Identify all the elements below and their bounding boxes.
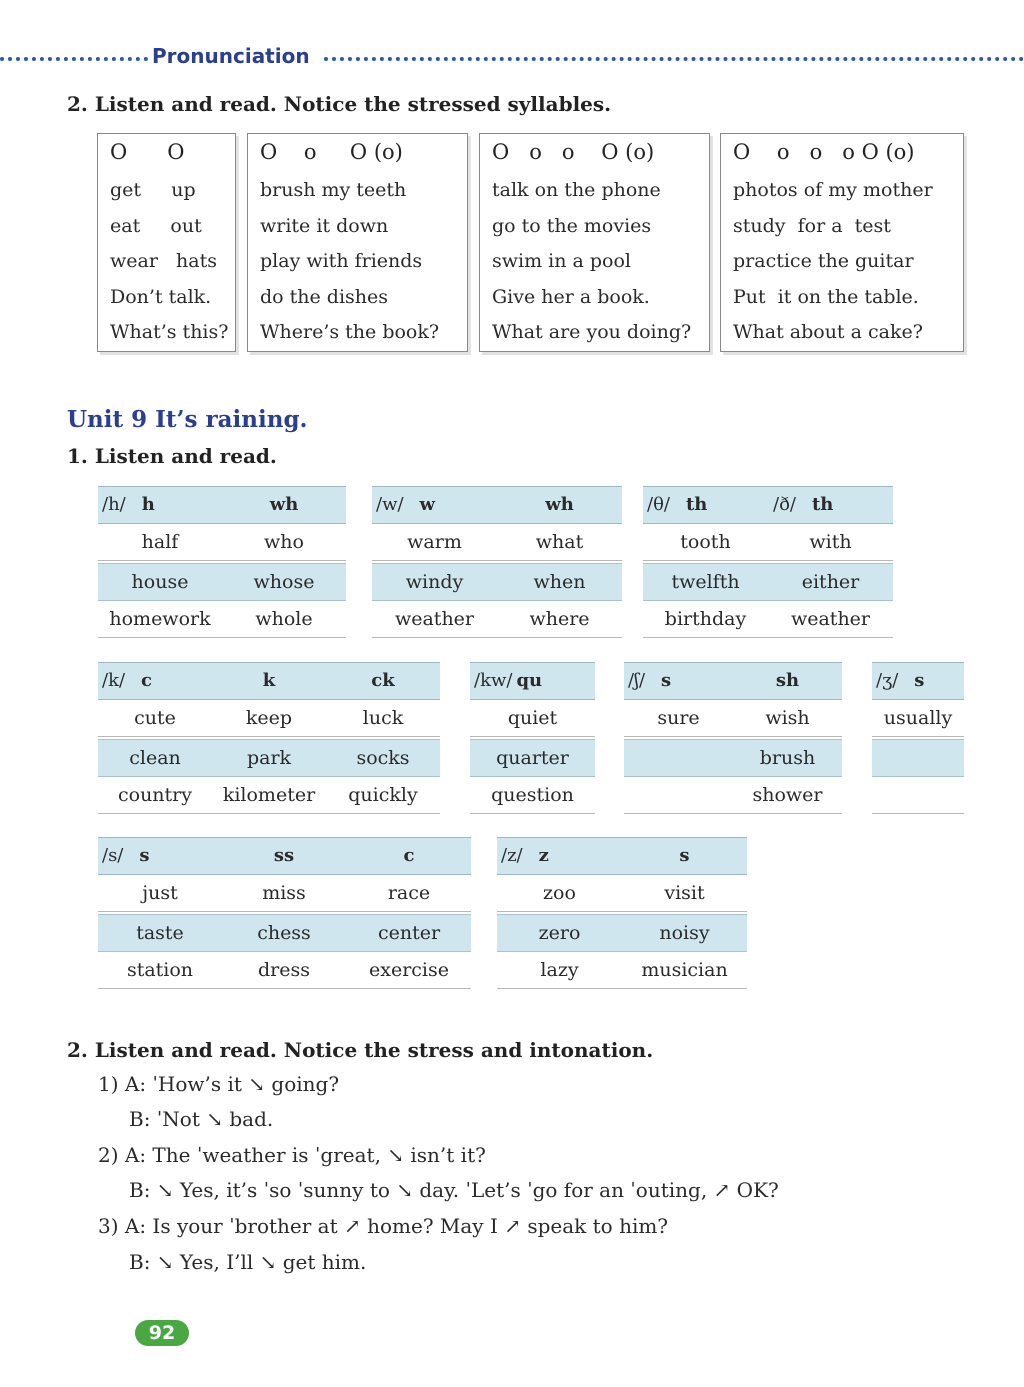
stress-phrase: photos of my mother [733,179,933,201]
stress-phrase: swim in a pool [492,250,631,272]
stress-phrase: get up [110,179,196,201]
table-header-row [372,486,622,524]
stress-phrase: study for a test [733,215,891,237]
word-cell: just [142,882,178,904]
stress-phrase: Where’s the book? [260,321,440,343]
word-cell: quickly [348,784,418,806]
table-row [98,914,471,952]
table-row [497,952,747,989]
sounds-heading: 1. Listen and read. [67,444,277,468]
ipa-symbol: /θ/ th [647,494,708,515]
word-cell: zoo [543,882,576,904]
table-header-row [98,486,346,524]
word-cell: luck [362,707,404,729]
sound-table-k [98,662,440,817]
ipa-symbol: /ʃ/ s [628,670,672,691]
word-cell [624,740,733,776]
stress-box-2 [247,133,468,352]
word-cell: weather [394,608,475,630]
word-cell: brush [759,747,816,769]
dialogue-line: 1) A: ˈHow’s it ↘ going? [98,1072,340,1096]
stress-pattern: O o o O (o) [492,140,655,164]
word-cell: windy [405,571,464,593]
spelling-label: s [679,845,690,866]
word-cell: wish [765,707,810,729]
stress-phrase: Give her a book. [492,286,650,308]
table-row [497,875,747,912]
word-cell: miss [262,882,306,904]
table-header-row [98,662,440,700]
word-cell: clean [129,747,181,769]
ipa-symbol: /w/ w [376,494,436,515]
spelling-label: sh [775,670,800,691]
table-header-row [497,837,747,875]
word-cell: warm [407,531,462,553]
dialogue-line: B: ↘ Yes, it’s ˈso ˈsunny to ↘ day. ˈLet’s ˈgo for an ˈouting, ↗ OK? [129,1178,779,1202]
header-dots-right [324,57,1024,61]
word-cell: whose [253,571,315,593]
ipa-symbol: /s/ s [102,845,150,866]
ipa-symbol: /ð/ th [773,494,834,515]
word-cell: with [809,531,852,553]
word-cell: visit [664,882,705,904]
sound-table-kw [470,662,595,817]
table-row [98,875,471,912]
ipa-symbol: /kw/ qu [474,670,543,691]
ipa-symbol: /h/ h [102,494,155,515]
sound-table-w [372,486,622,641]
table-row [643,601,893,638]
stress-phrase: do the dishes [260,286,389,308]
stress-pattern: O o O (o) [260,140,403,164]
table-header-row [872,662,964,700]
stress-phrase: Don’t talk. [110,286,212,308]
word-cell: who [264,531,304,553]
word-cell: homework [109,608,211,630]
word-cell: weather [790,608,871,630]
stress-box-3 [479,133,710,352]
unit-title: Unit 9 It’s raining. [67,406,308,433]
word-cell: dress [258,959,310,981]
stress-phrase: eat out [110,215,202,237]
word-cell: half [141,531,179,553]
stress-phrase: play with friends [260,250,423,272]
table-row [98,777,440,814]
stress-pattern: O o o o O (o) [733,140,915,164]
word-cell: musician [641,959,728,981]
stress-phrase: go to the movies [492,215,652,237]
word-cell: house [131,571,189,593]
word-cell: whole [255,608,313,630]
table-row [470,739,595,777]
spelling-label: wh [545,494,574,515]
word-cell: keep [245,707,293,729]
spelling-label: wh [269,494,299,515]
sound-table-z [497,837,747,992]
dialogue-line: B: ↘ Yes, I’ll ↘ get him. [129,1250,367,1274]
table-row [624,777,842,814]
word-cell: question [491,784,574,806]
spelling-label: ss [273,845,295,866]
word-cell: when [533,571,586,593]
word-cell [624,777,733,813]
dialogue-line: B: ˈNot ↘ bad. [129,1107,274,1131]
stress-phrase: talk on the phone [492,179,661,201]
word-cell: quiet [507,707,558,729]
word-cell: chess [257,922,311,944]
spelling-label: ck [371,670,395,691]
table-row [624,739,842,777]
table-header-row [470,662,595,700]
stress-phrase: Put it on the table. [733,286,919,308]
sound-table-h [98,486,346,641]
table-row [872,777,964,814]
sound-table-s [98,837,471,992]
table-row [872,700,964,737]
sound-table-sh [624,662,842,817]
stress-phrase: write it down [260,215,389,237]
stress-box-4 [720,133,964,352]
stress-pattern: O O [110,140,185,164]
word-cell: twelfth [671,571,740,593]
stress-box-1 [97,133,236,352]
word-cell [872,777,964,813]
table-row [98,700,440,737]
section-header-title: Pronunciation [148,44,314,68]
word-cell: socks [356,747,410,769]
word-cell: quarter [496,747,569,769]
word-cell: lazy [540,959,579,981]
table-row [98,952,471,989]
stress-heading: 2. Listen and read. Notice the stressed syllables. [67,92,612,116]
word-cell: station [126,959,194,981]
table-row [98,524,346,561]
table-row [643,524,893,561]
stress-phrase: What’s this? [110,321,229,343]
word-cell: exercise [369,959,449,981]
word-cell: cute [134,707,176,729]
word-cell: tooth [680,531,731,553]
table-row [470,777,595,814]
stress-phrase: What about a cake? [733,321,923,343]
word-cell: shower [752,784,823,806]
word-cell: noisy [659,922,710,944]
table-row [872,739,964,777]
table-row [643,563,893,601]
spelling-label: c [403,845,415,866]
table-row [372,601,622,638]
spelling-label: k [262,670,276,691]
word-cell: what [535,531,584,553]
word-cell: country [117,784,192,806]
stress-phrase: wear hats [110,250,217,272]
sound-table-th [643,486,893,641]
ipa-symbol: /ʒ/ s [876,670,925,691]
table-header-row [98,837,471,875]
table-row [98,601,346,638]
word-cell: either [801,571,860,593]
word-cell: taste [136,922,184,944]
word-cell: birthday [664,608,747,630]
header-dots-left [0,57,148,61]
word-cell: where [529,608,590,630]
ipa-symbol: /k/ c [102,670,153,691]
stress-phrase: practice the guitar [733,250,914,272]
word-cell [872,740,964,776]
word-cell: sure [657,707,700,729]
word-cell: park [246,747,292,769]
sound-table-zh [872,662,964,817]
word-cell: zero [538,922,581,944]
dialogue-line: 3) A: Is your ˈbrother at ↗ home? May I ↗ speak to him? [98,1214,669,1238]
stress-phrase: What are you doing? [492,321,692,343]
table-row [470,700,595,737]
dialogue-line: 2) A: The ˈweather is ˈgreat, ↘ isn’t it? [98,1143,486,1167]
table-row [98,563,346,601]
table-row [372,563,622,601]
page-number-badge: 92 [135,1320,189,1346]
word-cell: usually [883,707,953,729]
table-row [497,914,747,952]
word-cell: center [377,922,441,944]
dialogue-heading: 2. Listen and read. Notice the stress and intonation. [67,1038,654,1062]
table-header-row [643,486,893,524]
table-row [98,739,440,777]
table-header-row [624,662,842,700]
stress-phrase: brush my teeth [260,179,407,201]
ipa-symbol: /z/ z [501,845,549,866]
table-row [624,700,842,737]
word-cell: race [387,882,431,904]
table-row [372,524,622,561]
word-cell: kilometer [222,784,316,806]
